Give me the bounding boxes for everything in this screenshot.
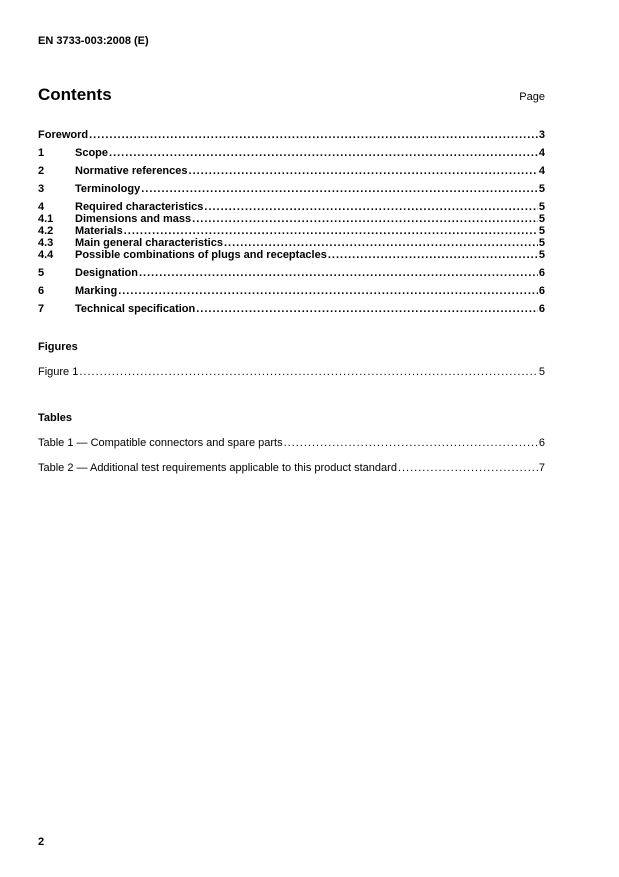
footer-page-number: 2 — [38, 836, 45, 848]
toc-entry-number: 3 — [38, 183, 45, 195]
toc-entry-title: Designation — [75, 267, 138, 279]
table-entry — [38, 437, 545, 449]
toc-entry-number: 5 — [38, 267, 45, 279]
dot-leader — [79, 366, 538, 378]
dot-leader — [284, 437, 538, 449]
table-entry-page: 6 — [538, 437, 545, 449]
toc-entry-page: 6 — [538, 285, 545, 297]
dot-leader — [189, 165, 538, 177]
toc-entry-page: 6 — [538, 267, 545, 279]
dot-leader — [192, 213, 538, 225]
contents-title: Contents — [38, 85, 112, 104]
toc-entry-title: Terminology — [75, 183, 141, 195]
table-entry-page: 7 — [538, 462, 545, 474]
toc-entry-page: 5 — [538, 213, 545, 225]
toc-entry-number: 7 — [38, 303, 45, 315]
page-column-label: Page — [519, 91, 545, 103]
document-reference-header: EN 3733-003:2008 (E) — [38, 35, 149, 47]
toc-entry-designation — [38, 267, 545, 279]
tables-list — [38, 437, 545, 474]
toc-entry-number: 4.3 — [38, 237, 54, 249]
toc-entry-number: 4 — [38, 201, 45, 213]
dot-leader — [224, 237, 538, 249]
toc-entry-number: 4.2 — [38, 225, 54, 237]
table-entry-title: Table 2 — Additional test requirements applicable to this product standard — [38, 462, 397, 474]
toc-entry-required-characteristics — [38, 201, 545, 213]
toc-entry-scope — [38, 147, 545, 159]
toc-entry-title: Main general characteristics — [75, 237, 223, 249]
dot-leader — [124, 225, 538, 237]
table-entry — [38, 462, 545, 474]
toc-entry-page: 4 — [538, 165, 545, 177]
toc-entry-page: 6 — [538, 303, 545, 315]
toc-entry-dimensions-and-mass — [38, 213, 545, 225]
figures-section-heading: Figures — [38, 341, 78, 353]
toc-entry-technical-specification — [38, 303, 545, 315]
toc-entry-title: Scope — [75, 147, 109, 159]
toc-entry-page: 3 — [538, 129, 545, 141]
toc-entry-page: 5 — [538, 183, 545, 195]
dot-leader — [328, 249, 538, 261]
dot-leader — [118, 285, 538, 297]
dot-leader — [109, 147, 538, 159]
contents-header-row — [38, 85, 545, 104]
figure-entry — [38, 366, 545, 378]
toc-entry-number: 4.1 — [38, 213, 54, 225]
toc-entry-number: 6 — [38, 285, 45, 297]
toc-entry-foreword — [38, 129, 545, 141]
toc-entry-title: Possible combinations of plugs and receptacles — [75, 249, 327, 261]
toc-entry-terminology — [38, 183, 545, 195]
toc-entry-page: 5 — [538, 249, 545, 261]
toc-entry-page: 5 — [538, 225, 545, 237]
figure-entry-page: 5 — [538, 366, 545, 378]
table-entry-title: Table 1 — Compatible connectors and spare parts — [38, 437, 283, 449]
dot-leader — [89, 129, 538, 141]
toc-entry-title: Foreword — [38, 129, 89, 141]
toc-entry-page: 4 — [538, 147, 545, 159]
tables-section-heading: Tables — [38, 412, 73, 424]
toc-entry-title: Technical specification — [75, 303, 196, 315]
toc-entry-number: 2 — [38, 165, 45, 177]
table-of-contents — [38, 129, 545, 315]
toc-entry-main-general-characteristics — [38, 237, 545, 249]
toc-entry-page: 5 — [538, 201, 545, 213]
dot-leader — [139, 267, 538, 279]
dot-leader — [204, 201, 537, 213]
toc-entry-number: 4.4 — [38, 249, 54, 261]
figures-list — [38, 366, 545, 378]
toc-entry-page: 5 — [538, 237, 545, 249]
toc-entry-possible-combinations — [38, 249, 545, 261]
toc-entry-normative-references — [38, 165, 545, 177]
dot-leader — [398, 462, 538, 474]
toc-entry-title: Marking — [75, 285, 118, 297]
dot-leader — [196, 303, 538, 315]
toc-entry-title: Normative references — [75, 165, 188, 177]
dot-leader — [141, 183, 538, 195]
toc-entry-materials — [38, 225, 545, 237]
toc-entry-title: Materials — [75, 225, 123, 237]
toc-entry-number: 1 — [38, 147, 45, 159]
toc-entry-title: Dimensions and mass — [75, 213, 192, 225]
figure-entry-title: Figure 1 — [38, 366, 79, 378]
toc-entry-title: Required characteristics — [75, 201, 204, 213]
toc-entry-marking — [38, 285, 545, 297]
